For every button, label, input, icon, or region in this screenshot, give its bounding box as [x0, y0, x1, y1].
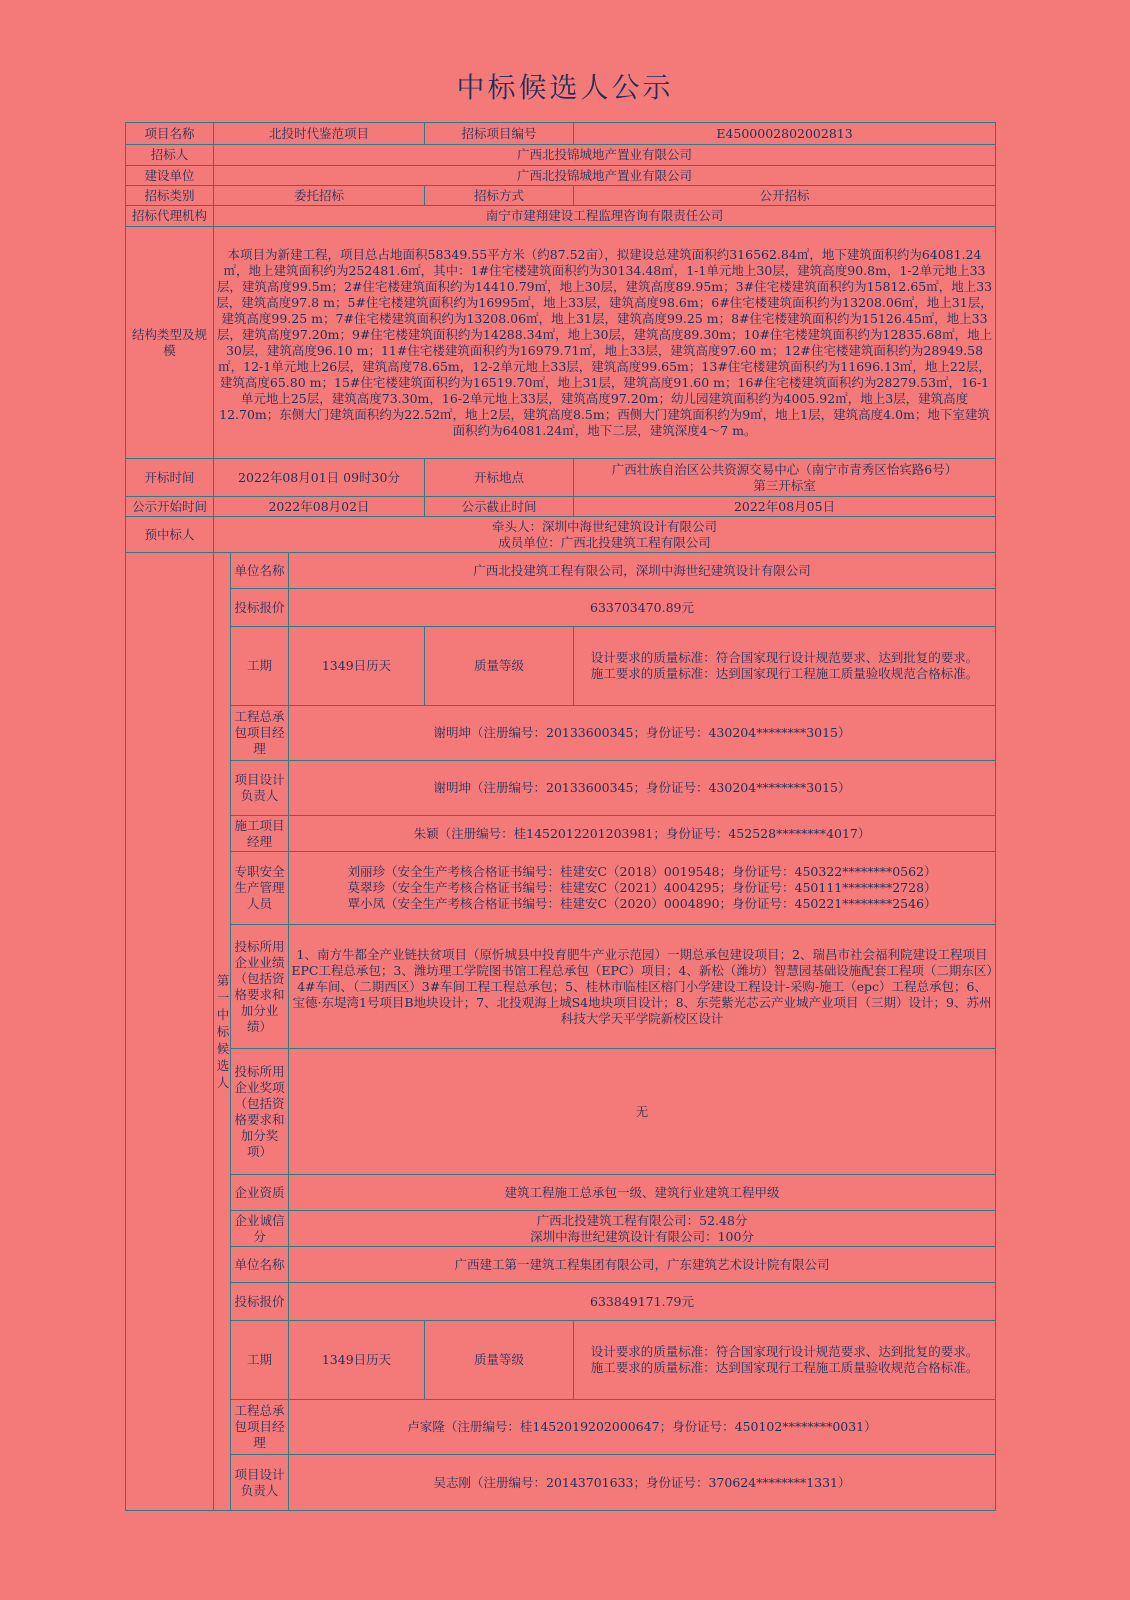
- project-name-label: 项目名称: [126, 123, 214, 145]
- c2-quality-design: 设计要求的质量标准：符合国家现行设计规范要求、达到批复的要求。: [590, 1344, 979, 1359]
- agency: 南宁市建翔建设工程监理咨询有限责任公司: [214, 206, 996, 227]
- c1-price-label: 投标报价: [231, 589, 289, 627]
- c2-unit-label: 单位名称: [231, 1247, 289, 1283]
- c1-period: 1349日历天: [289, 627, 425, 706]
- c1-performance: 1、南方牛都全产业链扶贫项目（原忻城县中投育肥牛产业示范园）一期总承包建设项目；2、瑞昌市社会福利院建设工程项目EPC工程总承包；3、潍坊理工学院图书馆工程总承包（EPC）项目；4、新松（潍坊）智慧园基础设施配套工程项（二期东区）4#车间、（二期西区）3#车间工程工程总承包；5、桂林市临桂区榕门小学建设工程设计-采购-施工（epc）工程总承包；6、宝德·东堤湾1号项目B地块设计；7、北投观海上城S4地块项目设计；8、东莞紫光芯云产业城产业项目（三期）设计；9、苏州科技大学天平学院新校区设计: [289, 925, 996, 1049]
- table-row: [126, 1247, 996, 1283]
- builder-label: 建设单位: [126, 166, 214, 186]
- table-row: [126, 186, 996, 206]
- table-row: [126, 145, 996, 166]
- table-row: [126, 497, 996, 517]
- table-row: [126, 706, 996, 761]
- notice-start: 2022年08月02日: [214, 497, 425, 517]
- c1-gm-label: 工程总承包项目经理: [231, 706, 289, 761]
- c1-credit-line: 深圳中海世纪建筑设计有限公司：100分: [530, 1228, 754, 1244]
- c1-quality-construction: 施工要求的质量标准：达到国家现行工程施工质量验收规范合格标准。: [590, 666, 979, 681]
- c2-unit: 广西建工第一建筑工程集团有限公司，广东建筑艺术设计院有限公司: [289, 1247, 996, 1283]
- table-row: [126, 1455, 996, 1511]
- tender-method: 公开招标: [574, 186, 996, 206]
- table-row: [126, 816, 996, 852]
- c1-qualification: 建筑工程施工总承包一级、建筑行业建筑工程甲级: [289, 1175, 996, 1211]
- c1-unit-label: 单位名称: [231, 553, 289, 589]
- c1-award-label: 投标所用企业奖项（包括资格要求和加分奖项）: [231, 1049, 289, 1175]
- candidate-left-blank: [126, 553, 214, 1511]
- c2-gm: 卢家隆（注册编号：桂1452019202000647；身份证号：450102********0031）: [289, 1400, 996, 1455]
- agency-label: 招标代理机构: [126, 206, 214, 227]
- c2-period: 1349日历天: [289, 1321, 425, 1400]
- table-row: [126, 123, 996, 145]
- pre-winner-line: 成员单位：广西北投建筑工程有限公司: [498, 534, 711, 550]
- table-row: [126, 1175, 996, 1211]
- c1-award: 无: [289, 1049, 996, 1175]
- c1-credit: [289, 1211, 996, 1247]
- c1-construct: 朱颖（注册编号：桂1452012201203981；身份证号：452528********4017）: [289, 816, 996, 852]
- open-place-line: 第三开标室: [753, 477, 816, 493]
- c1-safety-person: 覃小凤（安全生产考核合格证书编号：桂建安C（2020）0004890；身份证号：450221********2546）: [347, 896, 937, 911]
- table-row: [126, 1283, 996, 1321]
- open-time: 2022年08月01日 09时30分: [214, 459, 425, 497]
- tender-type: 委托招标: [214, 186, 425, 206]
- table-row: [126, 1211, 996, 1247]
- table-row: [126, 206, 996, 227]
- table-row: [126, 1321, 996, 1400]
- table-row: [126, 1400, 996, 1455]
- open-time-label: 开标时间: [126, 459, 214, 497]
- c1-design: 谢明坤（注册编号：20133600345；身份证号：430204********3015）: [289, 761, 996, 816]
- table-row: [126, 166, 996, 186]
- bid-no-label: 招标项目编号: [425, 123, 574, 145]
- c1-gm: 谢明坤（注册编号：20133600345；身份证号：430204********3015）: [289, 706, 996, 761]
- c1-price: 633703470.89元: [289, 589, 996, 627]
- c1-design-label: 项目设计负责人: [231, 761, 289, 816]
- c2-gm-label: 工程总承包项目经理: [231, 1400, 289, 1455]
- tender-type-label: 招标类别: [126, 186, 214, 206]
- scale-label: 结构类型及规模: [126, 227, 214, 459]
- c2-price: 633849171.79元: [289, 1283, 996, 1321]
- table-row: [126, 925, 996, 1049]
- table-row: [126, 553, 996, 589]
- table-row: [126, 589, 996, 627]
- c2-price-label: 投标报价: [231, 1283, 289, 1321]
- c1-quality: [574, 627, 996, 706]
- c1-period-label: 工期: [231, 627, 289, 706]
- c2-quality-label: 质量等级: [425, 1321, 574, 1400]
- pre-winner-label: 预中标人: [126, 517, 214, 553]
- open-place: [574, 459, 996, 497]
- c1-safety-person: 刘丽珍（安全生产考核合格证书编号：桂建安C（2018）0019548；身份证号：450322********0562）: [347, 864, 937, 879]
- c1-credit-line: 广西北投建筑工程有限公司：52.48分: [536, 1212, 748, 1228]
- pre-winner-line: 牵头人：深圳中海世纪建筑设计有限公司: [492, 518, 718, 534]
- c2-design: 吴志刚（注册编号：20143701633；身份证号：370624********1331）: [289, 1455, 996, 1511]
- project-name: 北投时代鉴范项目: [214, 123, 425, 145]
- c2-quality: [574, 1321, 996, 1400]
- c1-perf-label: 投标所用企业业绩（包括资格要求和加分业绩）: [231, 925, 289, 1049]
- c1-qual-label: 企业资质: [231, 1175, 289, 1211]
- pre-winner: [214, 517, 996, 553]
- notice-start-label: 公示开始时间: [126, 497, 214, 517]
- c2-design-label: 项目设计负责人: [231, 1455, 289, 1511]
- table-row: [126, 852, 996, 925]
- scale-description: 本项目为新建工程，项目总占地面积58349.55平方米（约87.52亩），拟建设总建筑面积约316562.84㎡，地下建筑面积约为64081.24㎡，地上建筑面积约为252481.6㎡，其中：1#住宅楼建筑面积约为30134.48㎡，1-1单元地上30层，建筑高度90.8m，1-2单元地上33层，建筑高度99.5m；2#住宅楼建筑面积约为14410.79㎡，地上30层，建筑高度89.95m；3#住宅楼建筑面积约为15812.65㎡，地上33层，建筑高度97.8 m；5#住宅楼建筑面积约为16995㎡，地上33层，建筑高度98.6m；6#住宅楼建筑面积约为13208.06㎡，地上31层，建筑高度99.25 m；7#住宅楼建筑面积约为13208.06㎡，地上31层，建筑高度99.25 m；8#住宅楼建筑面积约为15126.45㎡，地上33层，建筑高度97.20m；9#住宅楼建筑面积约为14288.34㎡，地上30层，建筑高度89.30m；10#住宅楼建筑面积约为12835.68㎡，地上30层，建筑高度96.10 m；11#住宅楼建筑面积约为16979.71㎡，地上33层，建筑高度97.60 m；12#住宅楼建筑面积约为28949.58㎡，12-1单元地上26层，建筑高度78.65m，12-2单元地上33层，建筑高度99.65m；13#住宅楼建筑面积约为11696.13㎡，地上22层，建筑高度65.80 m；15#住宅楼建筑面积约为16519.70㎡，地上31层，建筑高度91.60 m；16#住宅楼建筑面积约为28279.53㎡，16-1单元地上25层，建筑高度73.30m，16-2单元地上33层，建筑高度97.20m；幼儿园建筑面积约为4005.92㎡，地上3层，建筑高度12.70m；东侧大门建筑面积约为22.52㎡，地上2层，建筑高度8.5m；西侧大门建筑面积约为9㎡，地上1层，建筑高度4.0m；地下室建筑面积约为64081.24㎡，地下二层，建筑深度4～7 m。: [214, 227, 996, 459]
- candidate1-rank-label: 第一中标候选人: [214, 553, 231, 1511]
- c1-quality-design: 设计要求的质量标准：符合国家现行设计规范要求、达到批复的要求。: [590, 650, 979, 665]
- c1-safety-person: 莫翠珍（安全生产考核合格证书编号：桂建安C（2021）4004295；身份证号：450111********2728）: [347, 880, 937, 895]
- table-row: [126, 1049, 996, 1175]
- notice-end-label: 公示截止时间: [425, 497, 574, 517]
- open-place-label: 开标地点: [425, 459, 574, 497]
- open-place-line: 广西壮族自治区公共资源交易中心（南宁市青秀区怡宾路6号）: [611, 461, 958, 477]
- c2-quality-construction: 施工要求的质量标准：达到国家现行工程施工质量验收规范合格标准。: [590, 1360, 979, 1375]
- c2-period-label: 工期: [231, 1321, 289, 1400]
- bid-no: E4500002802002813: [574, 123, 996, 145]
- c1-safety-label: 专职安全生产管理人员: [231, 852, 289, 925]
- c1-construct-label: 施工项目经理: [231, 816, 289, 852]
- c1-unit: 广西北投建筑工程有限公司，深圳中海世纪建筑设计有限公司: [289, 553, 996, 589]
- page-title: 中标候选人公示: [456, 71, 674, 104]
- tenderer-label: 招标人: [126, 145, 214, 166]
- c1-safety: [289, 852, 996, 925]
- table-row: [126, 761, 996, 816]
- candidate-table: [125, 122, 996, 1511]
- table-row: [126, 227, 996, 459]
- table-row: [126, 459, 996, 497]
- builder: 广西北投锦城地产置业有限公司: [214, 166, 996, 186]
- c1-credit-label: 企业诚信分: [231, 1211, 289, 1247]
- tenderer: 广西北投锦城地产置业有限公司: [214, 145, 996, 166]
- tender-method-label: 招标方式: [425, 186, 574, 206]
- table-row: [126, 627, 996, 706]
- notice-end: 2022年08月05日: [574, 497, 996, 517]
- c1-quality-label: 质量等级: [425, 627, 574, 706]
- table-row: [126, 517, 996, 553]
